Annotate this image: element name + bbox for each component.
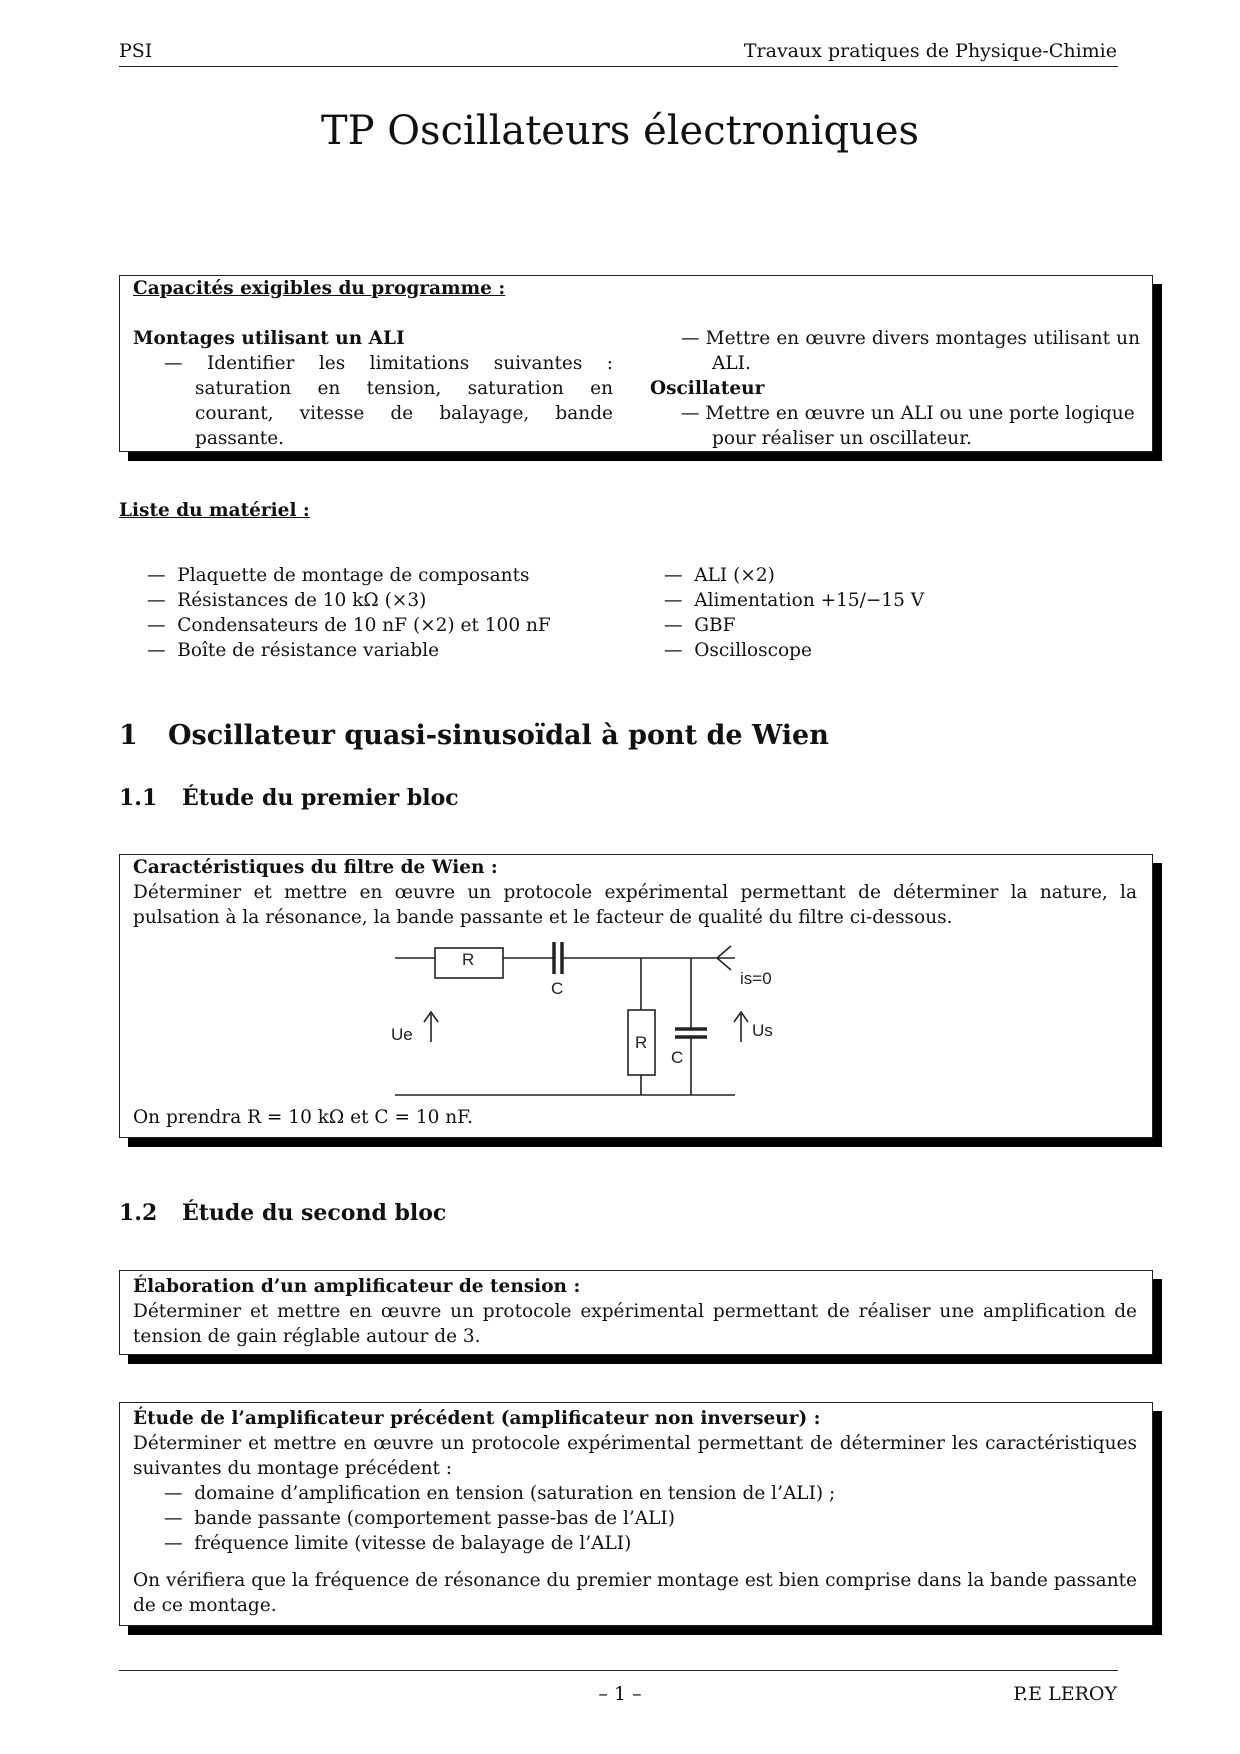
etude-list [164,1481,835,1556]
capacites-right-column [650,326,1140,451]
etude-heading: Étude de l’amplificateur précédent (amplificateur non inverseur) : [133,1408,821,1429]
list-item: — Condensateurs de 10 nF (×2) et 100 nF [147,615,551,636]
ampli-box [119,1270,1153,1355]
etude-conclusion: On vérifiera que la fréquence de résonance du premier montage est bien comprise dans la bande passante de ce montage. [133,1570,1137,1616]
capacitor-parallel-label: C [671,1048,684,1067]
wien-box [119,854,1153,1138]
output-current-label: is=0 [740,969,772,988]
wien-heading: Caractéristiques du filtre de Wien : [133,857,498,878]
ampli-heading: Élaboration d’un amplificateur de tension : [133,1276,581,1297]
resistor-parallel-label: R [635,1033,648,1052]
list-item: — GBF [664,615,736,636]
header-right: Travaux pratiques de Physique-Chimie [743,40,1117,62]
section-1-1-number: 1.1 [119,785,158,811]
section-1-1-title: Étude du premier bloc [182,785,459,811]
ali-item-2: — Mettre en œuvre divers montages utilisant un ALI. [681,328,1140,374]
oscillateur-group-title: Oscillateur [650,378,765,399]
materiel-right-list [664,563,924,663]
page-title: TP Oscillateurs électroniques [320,108,920,154]
section-1-title: Oscillateur quasi-sinusoïdal à pont de Wien [168,720,829,751]
materiel-heading: Liste du matériel : [119,500,310,521]
list-item: — Oscilloscope [664,640,812,661]
list-item: — Boîte de résistance variable [147,640,440,661]
footer-author: P.E LEROY [1013,1683,1117,1705]
capacites-heading: Capacités exigibles du programme : [133,278,506,299]
header-rule [119,66,1118,67]
section-1-2-number: 1.2 [119,1200,158,1226]
ampli-text: Déterminer et mettre en œuvre un protocole expérimental permettant de réaliser une amplification de tension de gain réglable autour de 3. [133,1301,1137,1347]
ali-item: — Identifier les limitations suivantes : saturation en tension, saturation en courant, vitesse de balayage, bande passante. [164,353,613,449]
materiel-left-list [147,563,551,663]
header-left: PSI [119,40,153,62]
dash: — [681,403,700,424]
wien-note: On prendra R = 10 kΩ et C = 10 nF. [133,1107,474,1128]
capacitor-series-label: C [551,979,564,998]
list-item: — Alimentation +15/−15 V [664,590,925,611]
resistor-series-label: R [462,950,475,969]
dash: — [164,353,183,374]
list-item: — ALI (×2) [664,565,775,586]
list-item: — bande passante (comportement passe-bas de l’ALI) [164,1508,675,1529]
footer-rule [119,1670,1118,1671]
ali-group-title: Montages utilisant un ALI [133,328,405,349]
page-number: – 1 – [598,1683,642,1705]
oscillateur-item: — Mettre en œuvre un ALI ou une porte logique pour réaliser un oscillateur. [681,403,1135,449]
capacites-left-column [133,326,613,451]
etude-text: Déterminer et mettre en œuvre un protocole expérimental permettant de déterminer les caractéristiques suivantes du montage précédent : [133,1433,1137,1479]
wien-filter-circuit [391,930,955,1110]
output-voltage-label: Us [752,1021,773,1040]
wien-text: Déterminer et mettre en œuvre un protocole expérimental permettant de déterminer la nature, la pulsation à la résonance, la bande passante et le facteur de qualité du filtre ci-dessous. [133,882,1137,928]
dash: — [681,328,700,349]
list-item: — Résistances de 10 kΩ (×3) [147,590,427,611]
section-1-number: 1 [119,720,138,751]
capacites-box [119,275,1153,452]
section-1-2-title: Étude du second bloc [182,1200,447,1226]
list-item: — Plaquette de montage de composants [147,565,530,586]
list-item: — fréquence limite (vitesse de balayage de l’ALI) [164,1533,632,1554]
etude-box [119,1402,1153,1626]
list-item: — domaine d’amplification en tension (saturation en tension de l’ALI) ; [164,1483,836,1504]
input-voltage-label: Ue [391,1025,413,1044]
